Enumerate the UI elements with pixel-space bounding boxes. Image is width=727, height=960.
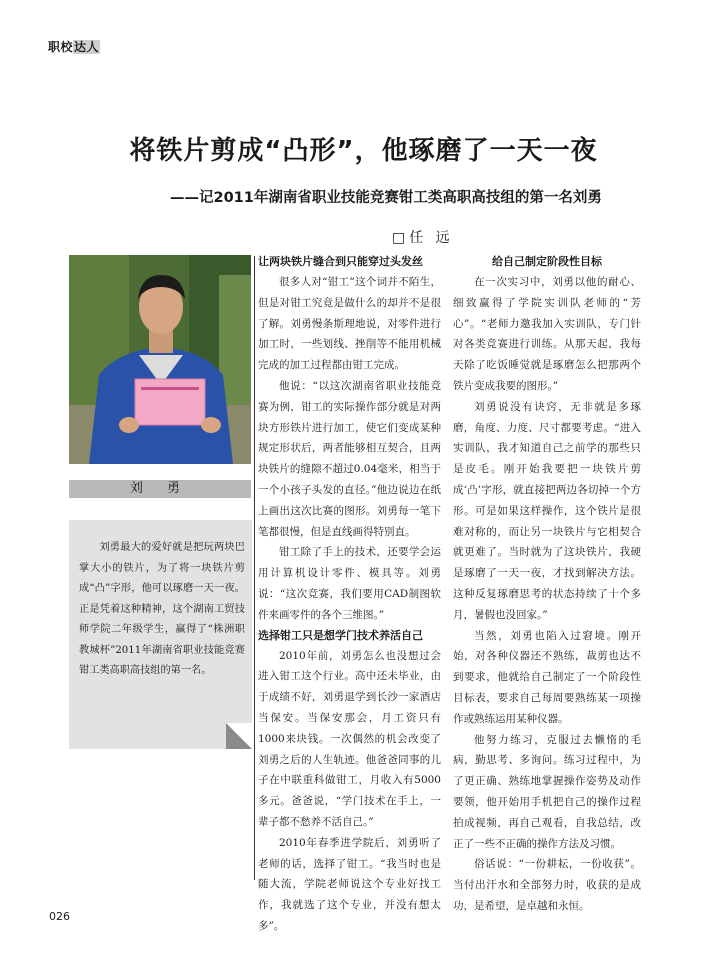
- paragraph: 他说：“以这次湖南省职业技能竞赛为例，钳工的实际操作部分就是对两块方形铁片进行加工，使它们变成某种规定形状后，两者能够相互契合，且两块铁片的缝隙不超过0.04毫米，相当于一个小孩子头发的直径。”他边说边在纸上画出这次比赛的图形。刘勇每一笔下笔都很慢，但是直线画得特别直。: [258, 379, 441, 538]
- photo-caption: 刘 勇: [69, 480, 251, 498]
- article-subtitle: ——记2011年湖南省职业技能竞赛钳工类高职高技组的第一名刘勇: [170, 190, 602, 206]
- portrait-photo: [69, 255, 251, 464]
- bio-box: [69, 520, 252, 749]
- page-number: 026: [49, 910, 70, 923]
- section-tag-part2: 达人: [74, 40, 100, 54]
- section-tag: [48, 38, 100, 55]
- column-divider: [254, 256, 255, 880]
- paragraph: 2010年春季进学院后，刘勇听了老师的话，选择了钳工。“我当时也是随大流，学院老师说这个专业好找工作，我就选了这个专业，并没有想太多”。: [258, 836, 441, 932]
- paragraph: 刘勇说没有诀窍，无非就是多琢磨，角度、力度、尺寸都要考虑。“进入实训队，我才知道自己之前学的那些只是皮毛。刚开始我要把一块铁片剪成‘凸’字形，就直接把两边各切掉一个方形。可是如果这样操作，这个铁片是很难对称的，而让另一块铁片与它相契合就更难了。当时就为了这块铁片，我硬是琢磨了一天一夜，才找到解决方法。这种反复琢磨思考的状态持续了十个多月，暑假也没回家。”: [453, 400, 641, 621]
- article-title: 将铁片剪成“凸形”，他琢磨了一天一夜: [129, 136, 598, 166]
- section-heading: 给自己制定阶段性目标: [492, 255, 602, 268]
- page-fold-decoration: [226, 723, 252, 749]
- paragraph: 在一次实习中，刘勇以他的耐心、细致赢得了学院实训队老师的“芳心”。“老师力邀我加入实训队，专门针对各类竞赛进行训练。从那天起，我每天除了吃饭睡觉就是琢磨怎么把那两个铁片变成我要的图形。”: [453, 276, 641, 392]
- section-tag-part1: 职校: [48, 40, 74, 54]
- paragraph: 很多人对“钳工”这个词并不陌生，但是对钳工究竟是做什么的却并不是很了解。刘勇慢条斯理地说，对零件进行加工时，一些划线、挫削等不能用机械完成的加工过程都由钳工完成。: [258, 276, 441, 372]
- paragraph: 钳工除了手上的技术，还要学会运用计算机设计零件、模具等。刘勇说：“这次竞赛，我们要用CAD制图软件来画零件的各个三维图。”: [258, 546, 441, 621]
- article-column-1: [258, 252, 441, 937]
- paragraph: 俗话说：“一份耕耘，一份收获”。当付出汗水和全部努力时，收获的是成功，是希望，是卓越和永恒。: [453, 858, 641, 912]
- paragraph: 他努力练习，克服过去懒惰的毛病，勤思考、多询问。练习过程中，为了更正确、熟练地掌握操作姿势及动作要领，他开始用手机把自己的操作过程拍成视频，再自己观看，自我总结，改正了一些不正确的操作方法及习惯。: [453, 733, 641, 850]
- section-heading: 选择钳工只是想学门技术养活自己: [258, 628, 423, 642]
- bio-text: 刘勇最大的爱好就是把玩两块巴掌大小的铁片，为了将一块铁片剪成“凸”字形，他可以琢磨一天一夜。正是凭着这种精神，这个湖南工贸技师学院二年级学生，赢得了“株洲职教城杯”2011年湖南省职业技能竞赛钳工类高职高技组的第一名。: [79, 542, 245, 676]
- paragraph: 2010年前，刘勇怎么也没想过会进入钳工这个行业。高中还未毕业，由于成绩不好，刘勇退学到长沙一家酒店当保安。当保安那会，月工资只有1000来块钱。一次偶然的机会改变了刘勇之后的人生轨迹。他爸爸同事的儿子在中联重科做钳工，月收入有5000多元。爸爸说，“学门技术在手上，一辈子都不愁养不活自己。”: [258, 649, 441, 828]
- author-byline: □任 远: [392, 230, 454, 246]
- article-column-2: [453, 252, 641, 917]
- paragraph: 当然，刘勇也陷入过窘境。刚开始，对各种仪器还不熟练，裁剪也达不到要求，他就给自己制定了一个阶段性目标表，要求自己每周要熟练某一项操作或熟练运用某种仪器。: [453, 629, 641, 725]
- section-heading: 让两块铁片缝合到只能穿过头发丝: [258, 255, 423, 268]
